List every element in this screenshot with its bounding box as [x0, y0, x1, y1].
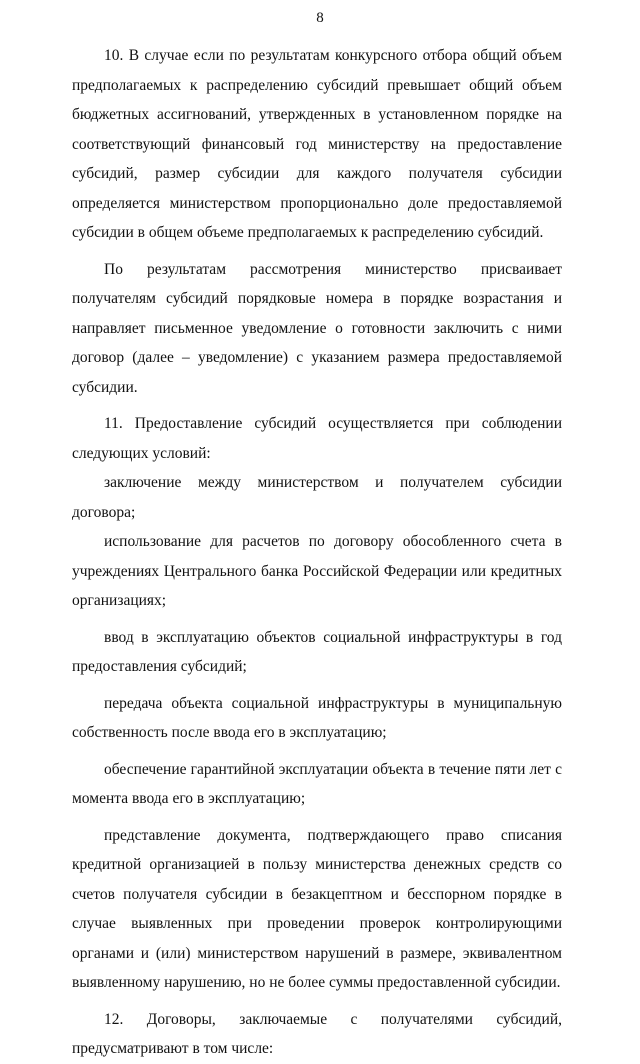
condition-transfer-ownership: передача объекта социальной инфраструктуры в муниципальную собственность после ввода его в эксплуатацию;	[72, 694, 562, 741]
paragraph-results: По результатам рассмотрения министерство присваивает получателям субсидий порядковые номера в порядке возрастания и направляет письменное уведомление о готовности заключить с ними договор (далее – уведомление) с указанием размера предоставляемой субсидии.	[72, 260, 562, 396]
paragraph-10: 10. В случае если по результатам конкурсного отбора общий объем предполагаемых к распределению субсидий превышает общий объем бюджетных ассигнований, утвержденных в установленном порядке на соответствующий финансовый год министерству на предоставление субсидий, размер субсидии для каждого получателя субсидии определяется министерством пропорционально доле предоставляемой субсидии в общем объеме предполагаемых к распределению субсидий.	[72, 47, 562, 241]
condition-commissioning: ввод в эксплуатацию объектов социальной инфраструктуры в год предоставления субсидий;	[72, 628, 562, 675]
page-number: 8	[316, 10, 324, 26]
paragraph-11: 11. Предоставление субсидий осуществляется при соблюдении следующих условий:	[72, 415, 562, 462]
condition-contract: заключение между министерством и получателем субсидии договора;	[72, 474, 562, 521]
condition-separate-account: использование для расчетов по договору обособленного счета в учреждениях Центрального банка Российской Федерации или кредитных организациях;	[72, 533, 562, 609]
condition-warranty-operation: обеспечение гарантийной эксплуатации объекта в течение пяти лет с момента ввода его в эксплуатацию;	[72, 760, 562, 807]
document-body	[72, 41, 562, 1064]
paragraph-12: 12. Договоры, заключаемые с получателями субсидий, предусматривают в том числе:	[72, 1010, 562, 1057]
condition-write-off-document: представление документа, подтверждающего право списания кредитной организацией в пользу министерства денежных средств со счетов получателя субсидии в безакцептном и бесспорном порядке в случае выявленных при проведении проверок контролирующими органами и (или) министерством нарушений в размере, эквивалентном выявленному нарушению, но не более суммы предоставленной субсидии.	[72, 826, 562, 991]
